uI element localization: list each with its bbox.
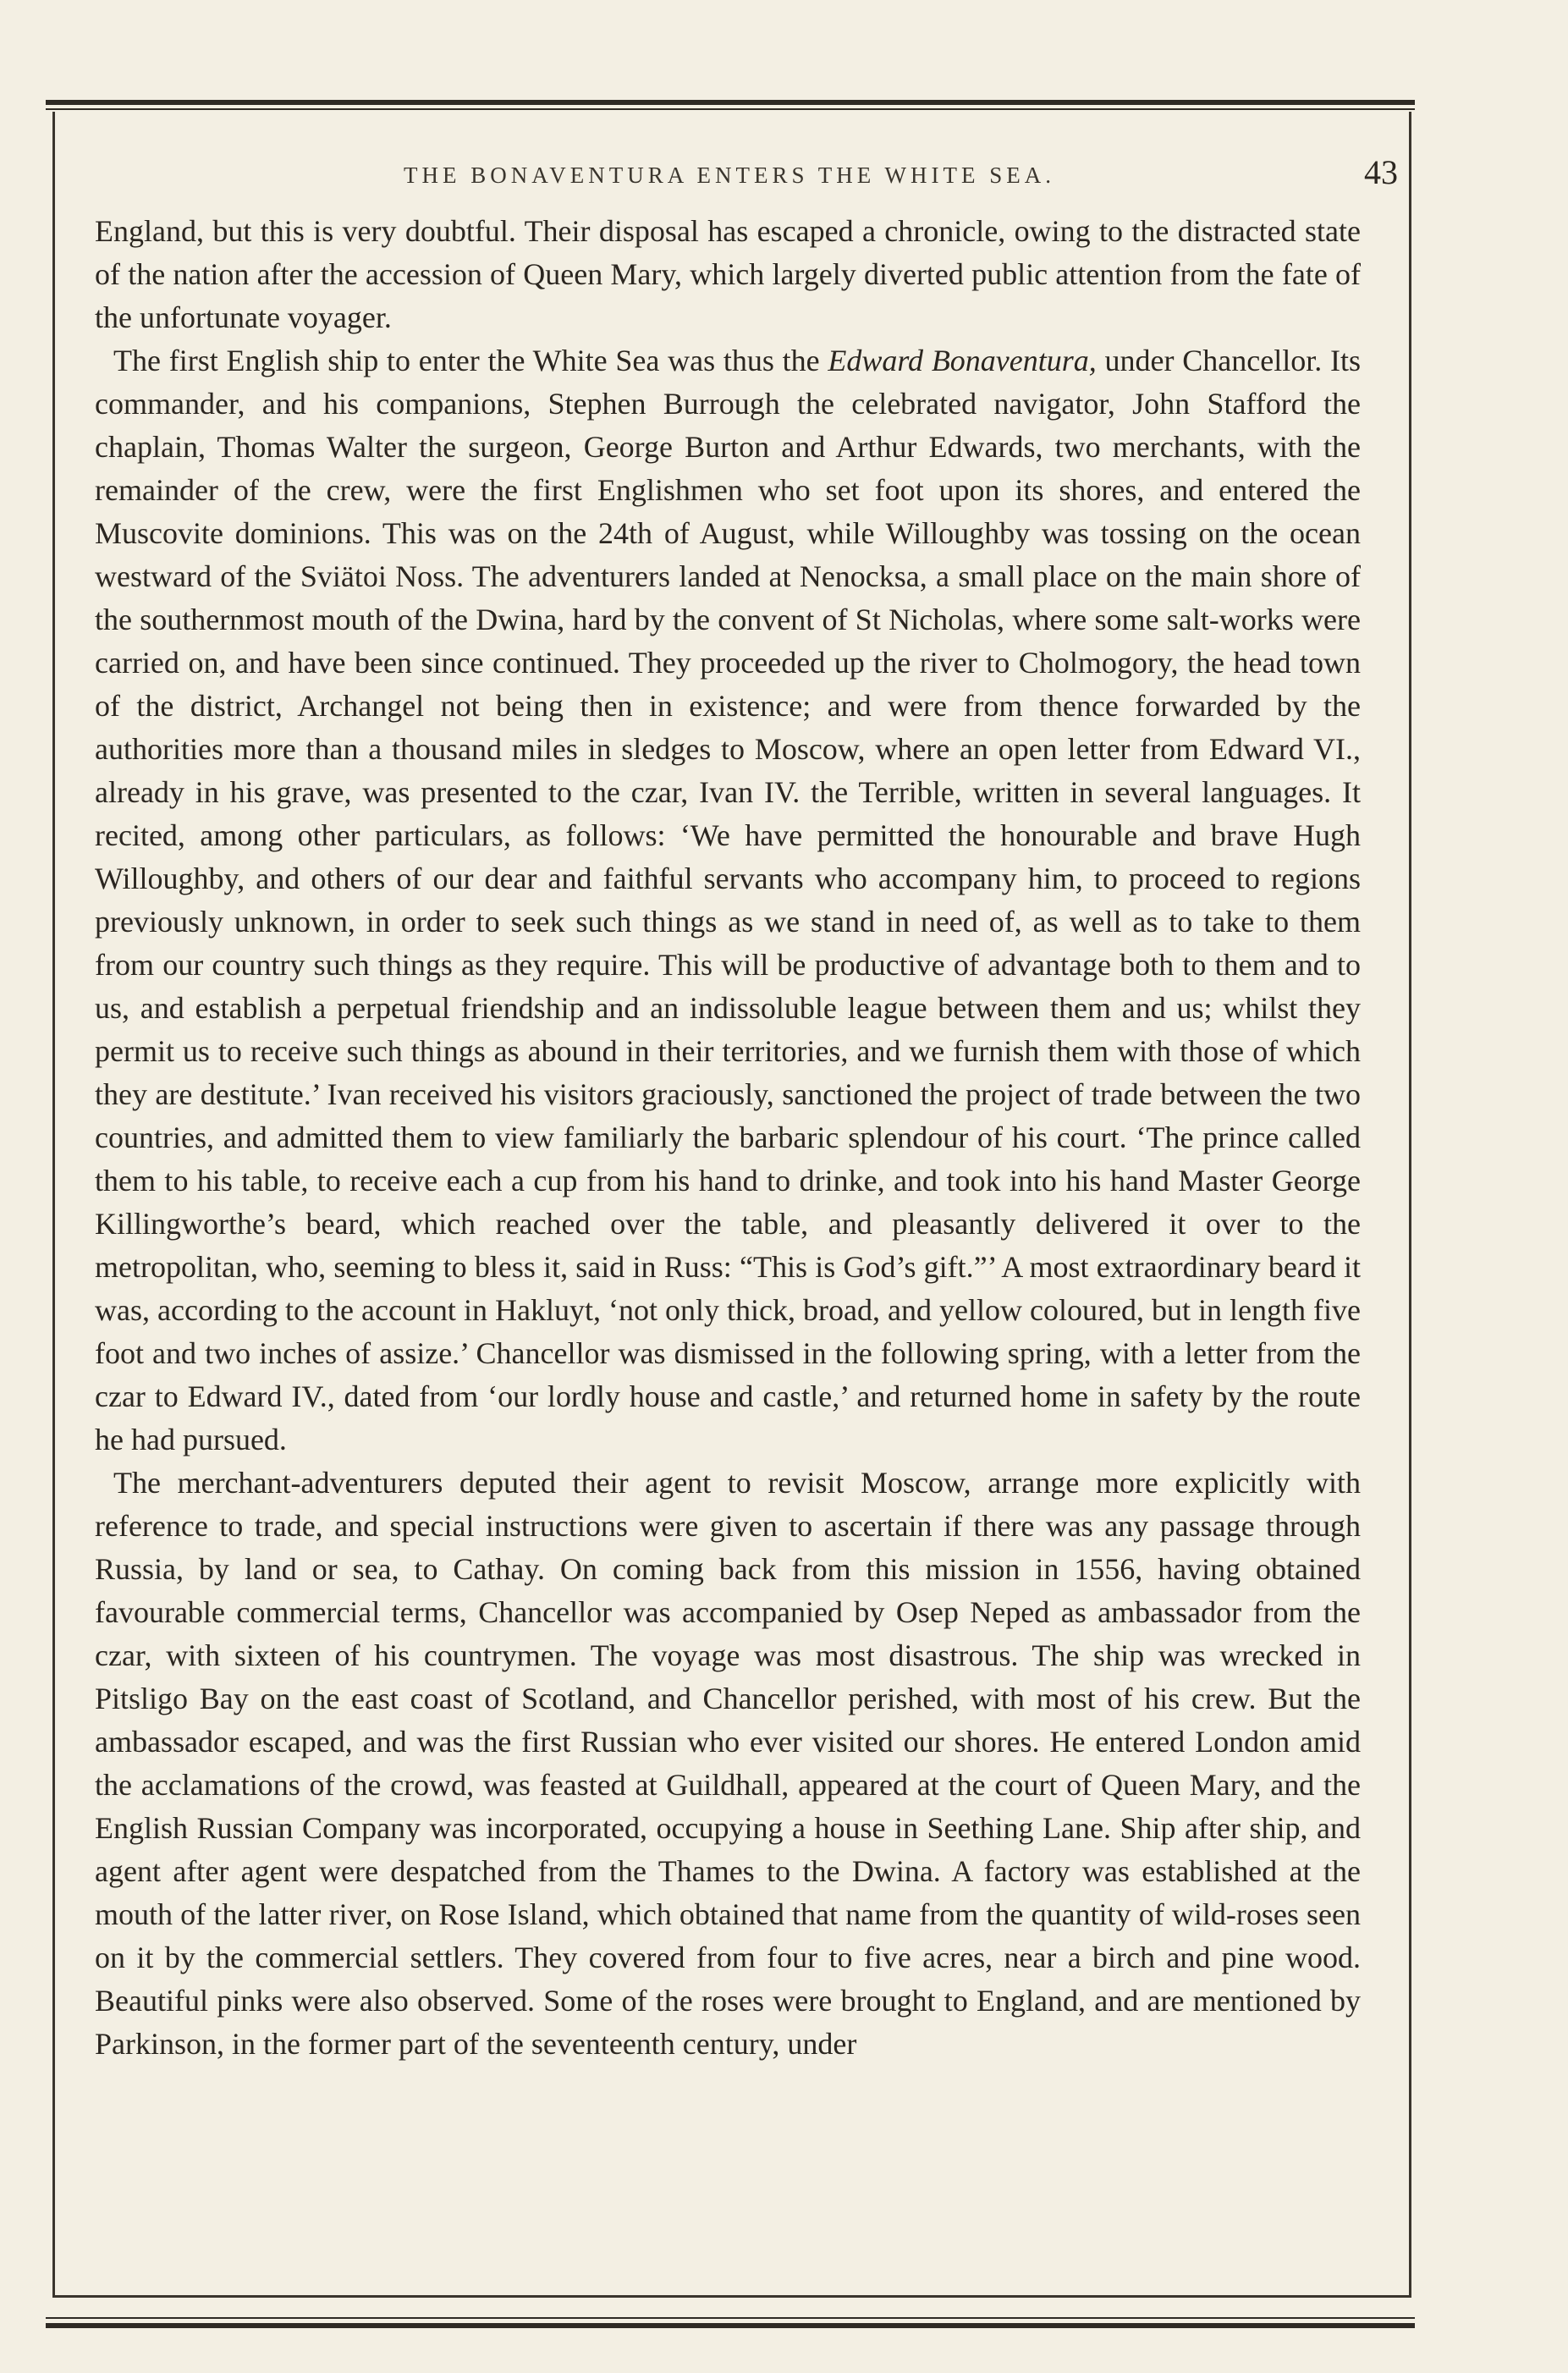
top-rule-thick	[46, 100, 1415, 105]
page-number: 43	[1364, 153, 1398, 191]
ship-name: Edward Bonaventura,	[828, 344, 1097, 377]
bottom-rule-thick	[46, 2323, 1415, 2328]
paragraph-1: England, but this is very doubtful. Their disposal has escaped a chronicle, owing to the distracted state of the nation after the accession of Queen Mary, which largely diverted public attention from the fate of the unfortunate voyager.	[95, 214, 1361, 334]
paragraph-2-rest: under Chancellor. Its commander, and his companions, Stephen Burrough the celebrated navigator, John Stafford the chaplain, Thomas Walter the surgeon, George Burton and Arthur Edwards, two merchants, with the remainder of the crew, were the first Englishmen who set foot upon its shores, and entered the Muscovite dominions. This was on the 24th of August, while Willoughby was tossing on the ocean westward of the Sviätoi Noss. The adventurers landed at Nenocksa, a small place on the main shore of the southernmost mouth of the Dwina, hard by the convent of St Nicholas, where some salt-works were carried on, and have been since continued. They proceeded up the river to Cholmogory, the head town of the district, Archangel not being then in existence; and were from thence forwarded by the authorities more than a thousand miles in sledges to Moscow, where an open letter from Edward VI., already in his grave, was presented to the czar, Ivan IV. the Terrible, written in several languages. It recited, among other particulars, as follows: ‘We have permitted the honourable and brave Hugh Willoughby, and others of our dear and faithful servants who accompany him, to proceed to regions previously unknown, in order to seek such things as we stand in need of, as well as to take to them from our country such things as they require. This will be productive of advantage both to them and to us, and establish a perpetual friendship and an indissoluble league between them and us; whilst they permit us to receive such things as abound in their territories, and we furnish them with those of which they are destitute.’ Ivan received his visitors graciously, sanctioned the project of trade between the two countries, and admitted them to view familiarly the barbaric splendour of his court. ‘The prince called them to his table, to receive each a cup from his hand to drinke, and took into his hand Master George Killingworthe’s beard, which reached over the table, and pleasantly delivered it over to the metropolitan, who, seeming to bless it, said in Russ: “This is God’s gift.”’ A most extraordinary beard it was, according to the account in Hakluyt, ‘not only thick, broad, and yellow coloured, but in length five foot and two inches of assize.’ Chancellor was dismissed in the following spring, with a letter from the czar to Edward IV., dated from ‘our lordly house and castle,’ and returned home in safety by the route he had pursued.	[95, 344, 1362, 1456]
bottom-rule-thin	[46, 2317, 1415, 2319]
paragraph-3: The merchant-adventurers deputed their agent to revisit Moscow, arrange more explicitly with reference to trade, and special instructions were given to ascertain if there was any passage through Russia, by land or sea, to Cathay. On coming back from this mission in 1556, having obtained favourable commercial terms, Chancellor was accompanied by Osep Neped as ambassador from the czar, with sixteen of his countrymen. The voyage was most disastrous. The ship was wrecked in Pitsligo Bay on the east coast of Scotland, and Chancellor perished, with most of his crew. But the ambassador escaped, and was the first Russian who ever visited our shores. He entered London amid the acclamations of the crowd, was feasted at Guildhall, appeared at the court of Queen Mary, and the English Russian Company was incorporated, occupying a house in Seething Lane. Ship after ship, and agent after agent were despatched from the Thames to the Dwina. A factory was established at the mouth of the latter river, on Rose Island, which obtained that name from the quantity of wild-roses seen on it by the commercial settlers. They covered from four to five acres, near a birch and pine wood. Beautiful pinks were also observed. Some of the roses were brought to England, and are mentioned by Parkinson, in the former part of the seventeenth century, under	[95, 1466, 1361, 2061]
top-rule-thin	[46, 108, 1415, 110]
page-header	[52, 152, 1406, 203]
paragraph-2-start: The first English ship to enter the White Sea was thus the	[113, 344, 828, 377]
body-text	[95, 210, 1361, 2066]
running-head: THE BONAVENTURA ENTERS THE WHITE SEA.	[404, 162, 1055, 188]
paragraph-2	[95, 339, 1361, 1462]
